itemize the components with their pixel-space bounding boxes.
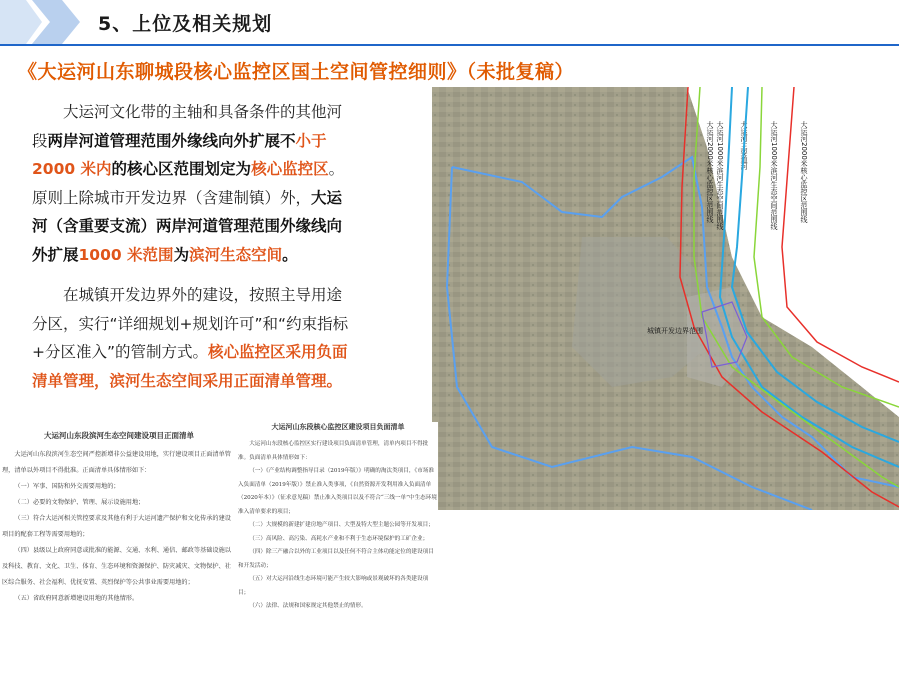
positive-list-line: （二）必要的文物保护、管理、展示设施用地； xyxy=(14,499,145,506)
negative-list-document xyxy=(238,422,438,673)
map-label-core-line-left: 大运河2000米核心监控区范围线 xyxy=(706,121,714,223)
map-label-core-line-right: 大运河2000米核心监控区范围线 xyxy=(800,121,808,223)
para1-eco-space: 滨河生态空间 xyxy=(189,245,283,264)
para1-highlight: 小于2000 米内 xyxy=(32,131,327,178)
negative-list-line: （三）高风险、高污染、高耗水产业和不利于生态环境保护的工矿企业； xyxy=(249,535,429,542)
map-label-town-boundary: 城镇开发边界范围 xyxy=(647,327,703,335)
positive-list-line: （四）县级以上政府同意或批准的能源、交通、水利、通信、邮政等基础设施以及科技、教育、文化、卫生、体育、生态环境和资源保护、防灾减灾、文物保护、社区综合服务、社会福利、优抚安置、英烈保护等公共事业需要用地的； xyxy=(2,547,231,586)
para1-end: 。 xyxy=(282,245,298,264)
para1-core-zone: 核心监控区 xyxy=(251,160,329,178)
header-chevron-icon xyxy=(0,0,100,44)
para1-text: 大运河文化带的主轴和具备条件的其他河段 xyxy=(32,103,343,150)
negative-list-line: 大运河山东段核心监控区实行建设项目负面清单管理，清单内项目不得批准。负面清单具体情形如下： xyxy=(238,441,429,461)
paragraph-core-zone xyxy=(32,98,354,269)
positive-list-line: （五）省政府同意新增建设用地的其他情形。 xyxy=(14,595,139,602)
positive-list-line: （三）符合大运河相关管控要求及其他有利于大运河遗产保护和文化传承的建设项目的配套工程等需要用地的； xyxy=(2,515,231,538)
para2-negative-list: 核心监控区采用负面清单管理， xyxy=(32,343,348,390)
negative-list-line: （四）除三产融合以外的工业项目以及任何不符合主体功能定位的建设项目和开发活动； xyxy=(238,549,434,569)
section-title: 5、上位及相关规划 xyxy=(98,13,273,35)
para1-period: 。原则上除城市开发边界（含建制镇）外， xyxy=(32,160,345,207)
document-subtitle: 《大运河山东聊城段核心监控区国土空间管控细则》（未批复稿） xyxy=(18,61,575,83)
para1-wei: 为 xyxy=(173,245,190,264)
negative-list-line: （六）法律、法规和国家规定其他禁止的情形。 xyxy=(249,603,367,609)
header-divider xyxy=(0,44,899,46)
positive-list-line: （一）军事、国防和外交需要用地的； xyxy=(14,483,120,490)
slide-header xyxy=(0,0,899,44)
para2-text: 在城镇开发边界外的建设，按照主导用途分区，实行“详细规划+规划许可”和“约束指标+分区准入”的管制方式。 xyxy=(32,286,349,361)
map-label-eco-line-right: 大运河1000米滨河生态空间范围线 xyxy=(770,121,778,230)
para2-positive-list: 滨河生态空间采用正面清单管理。 xyxy=(109,371,343,390)
positive-list-line: 大运河山东段滨河生态空间严控新增非公益建设用地，实行建设项目正面清单管理，清单以外项目不得批准。正面清单具体情形如下： xyxy=(2,451,231,474)
negative-list-line: （二）大规模的新建扩建房地产项目、大型及特大型主题公园等开发项目； xyxy=(249,522,434,528)
para1-bold-2: 的核心区范围划定为 xyxy=(111,160,252,178)
positive-list-document xyxy=(2,430,236,673)
para1-bold-3: 大运河（含重要支流）两岸河道管理范围外缘线向外扩展 xyxy=(32,188,343,264)
map-label-main-river: 大运河主要道河 xyxy=(740,121,748,170)
negative-list-title: 大运河山东段核心监控区建设项目负面清单 xyxy=(271,422,405,431)
positive-list-title: 大运河山东段滨河生态空间建设项目正面清单 xyxy=(44,431,194,440)
planning-map-image xyxy=(432,87,899,510)
map-label-eco-line-left: 大运河1000米滨河生态空间范围线 xyxy=(716,121,724,230)
para1-1000m: 1000 米范围 xyxy=(78,245,174,264)
negative-list-line: （一）《产业结构调整指导目录（2019年版）》明确的淘汰类项目，《市场准入负面清单（2019年版）》禁止准入类事项，《自然资源开发利用准入负面清单（2020年本）》（征求意见稿）禁止准入类项目以及不符合“三线一单”中生态环境准入清单要求的项目； xyxy=(238,468,437,515)
paragraph-management xyxy=(32,281,354,395)
para1-bold: 两岸河道管理范围外缘线向外扩展不 xyxy=(47,131,296,150)
negative-list-line: （五）对大运河沿线生态环境可能产生较大影响或景观破坏的各类建设项目； xyxy=(238,576,429,596)
